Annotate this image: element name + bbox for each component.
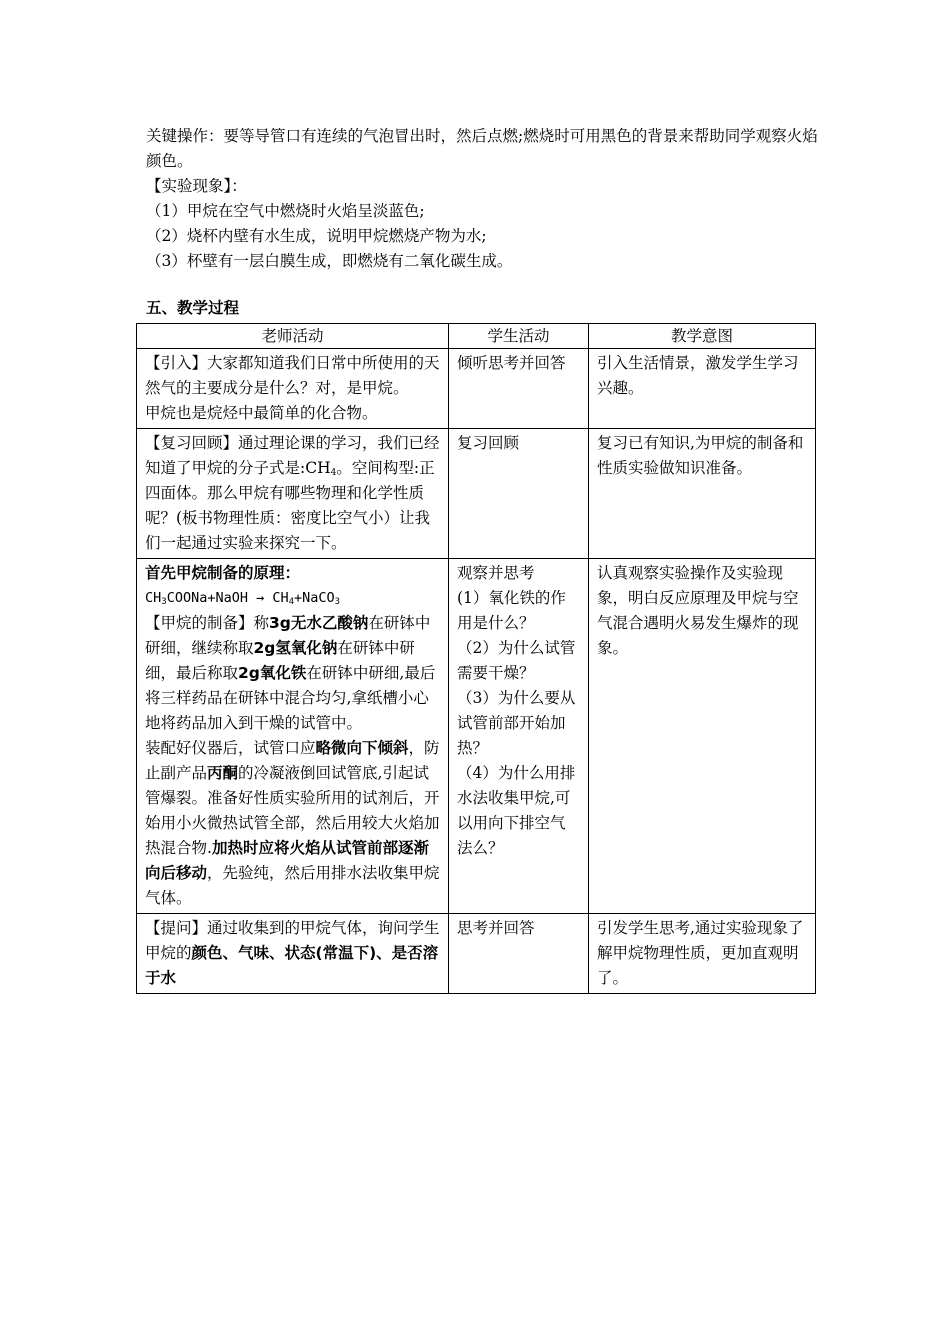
table-row	[137, 559, 816, 914]
teaching-process-table	[136, 323, 816, 994]
subscript: 4	[330, 468, 337, 478]
phenomenon-2: （2）烧杯内壁有水生成，说明甲烷燃烧产物为水;	[146, 227, 487, 245]
student-cell: 倾听思考并回答	[449, 349, 589, 429]
teacher-cell	[137, 349, 449, 429]
key-operation-text: 关键操作：要等导管口有连续的气泡冒出时，然后点燃;燃烧时可用黑色的背景来帮助同学观察火焰颜色。	[146, 127, 818, 170]
phenomenon-1: （1）甲烷在空气中燃烧时火焰呈淡蓝色;	[146, 202, 425, 220]
phenomenon-heading: 【实验现象】：	[146, 177, 247, 195]
teacher-text: 【引入】大家都知道我们日常中所使用的天然气的主要成分是什么？对，是甲烷。	[145, 354, 440, 397]
teacher-cell	[137, 429, 449, 559]
teacher-text: 甲烷也是烷烃中最简单的化合物。	[145, 404, 378, 422]
assembly-text: 装配好仪器后，试管口应略微向下倾斜，防止副产品丙酮的冷凝液倒回试管底,引起试管爆裂。准备好性质实验所用的试剂后，开始用小火微热试管全部，然后用较大火焰加热混合物.加热时应将火焰从试管前部逐渐向后移动，先验纯，然后用排水法收集甲烷气体。	[145, 739, 440, 907]
section-title: 五、教学过程	[146, 299, 240, 317]
teacher-text: 【提问】通过收集到的甲烷气体，询问学生甲烷的	[145, 919, 440, 962]
teacher-cell	[137, 559, 449, 914]
student-cell	[449, 559, 589, 914]
student-question: (1）氧化铁的作用是什么？	[457, 589, 566, 632]
student-cell: 思考并回答	[449, 914, 589, 994]
header-intent: 教学意图	[589, 324, 816, 349]
table-row	[137, 429, 816, 559]
header-student: 学生活动	[449, 324, 589, 349]
teacher-bold-text: 颜色、气味、状态(常温下)、是否溶于水	[145, 944, 439, 987]
intent-cell: 引入生活情景，激发学生学习兴趣。	[589, 349, 816, 429]
teacher-cell	[137, 914, 449, 994]
teacher-text: 。空间构型:正四面体。那么甲烷有哪些物理和化学性质呢？(板书物理性质：密度比空气小）让我们一起通过实验来探究一下。	[145, 459, 435, 552]
student-text: 观察并思考	[457, 564, 535, 582]
intent-cell: 引发学生思考,通过实验现象了解甲烷物理性质，更加直观明了。	[589, 914, 816, 994]
student-cell: 复习回顾	[449, 429, 589, 559]
table-header-row	[137, 324, 816, 349]
table-row	[137, 349, 816, 429]
header-teacher: 老师活动	[137, 324, 449, 349]
student-question: （4）为什么用排水法收集甲烷,可以用向下排空气法么？	[457, 764, 576, 857]
teacher-text: 【复习回顾】通过理论课的学习，我们已经知道了甲烷的分子式是:CH	[145, 434, 440, 477]
student-question: （2）为什么试管需要干燥？	[457, 639, 576, 682]
preparation-text: 【甲烷的制备】称3g无水乙酸钠在研钵中研细，继续称取2g氢氧化钠在研钵中研细，最后称取2g氧化铁在研钵中研细,最后将三样药品在研钵中混合均匀,拿纸槽小心地将药品加入到干燥的试管中。	[145, 614, 436, 732]
principle-heading: 首先甲烷制备的原理：	[145, 564, 301, 582]
intent-cell: 认真观察实验操作及实验现象，明白反应原理及甲烷与空气混合遇明火易发生爆炸的现象。	[589, 559, 816, 914]
student-question: （3）为什么要从试管前部开始加热？	[457, 689, 576, 757]
reaction-equation: $CH_3COONa+NaOH$ → $CH_4+NaCO_3$	[145, 590, 341, 607]
phenomenon-3: （3）杯壁有一层白膜生成，即燃烧有二氧化碳生成。	[146, 252, 513, 270]
table-row	[137, 914, 816, 994]
intent-cell: 复习已有知识,为甲烷的制备和性质实验做知识准备。	[589, 429, 816, 559]
